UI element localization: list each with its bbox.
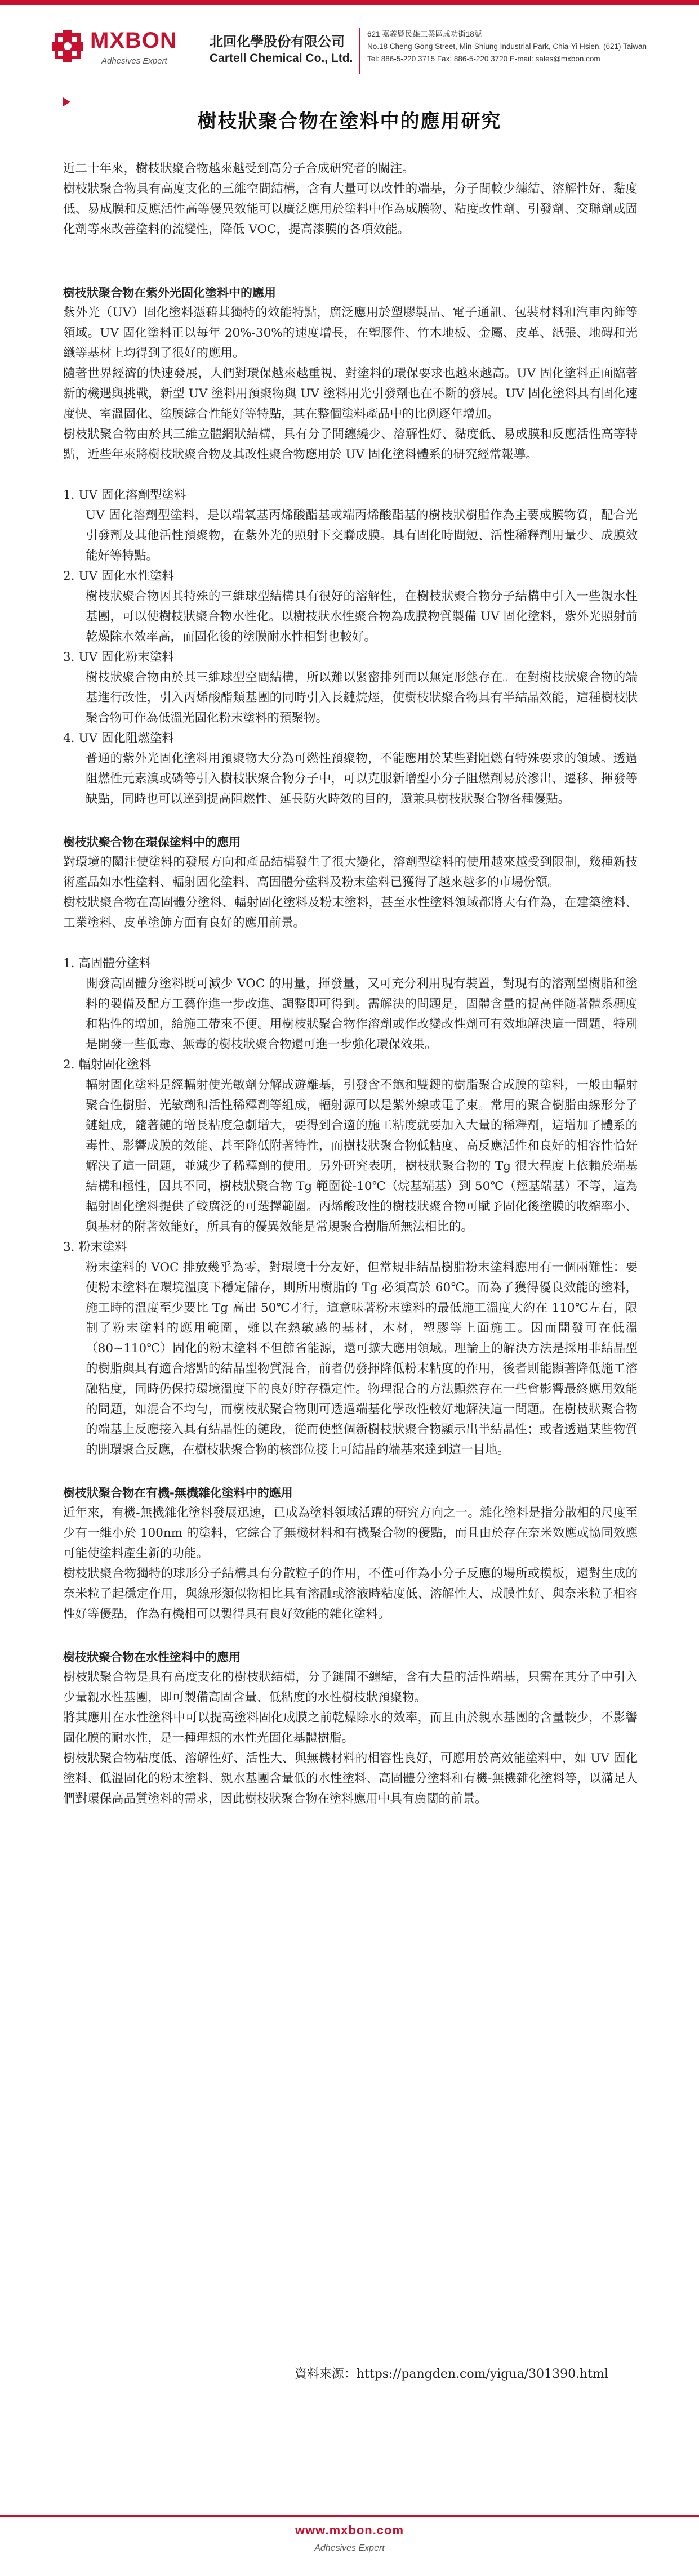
intro-paragraph: 近二十年來，樹枝狀聚合物越來越受到高分子合成研究者的關注。 <box>63 162 415 176</box>
section-heading-eco: 樹枝狀聚合物在環保塗料中的應用 <box>63 835 241 849</box>
letterhead <box>0 8 699 92</box>
list-item-heading: 3. 粉末塗料 <box>63 1240 127 1254</box>
address-chinese: 621 嘉義縣民雄工業區成功街18號 <box>367 30 482 38</box>
list-item-heading: 1. UV 固化溶劑型塗料 <box>63 488 186 502</box>
paragraph: 樹枝狀聚合物獨特的球形分子結構具有分散粒子的作用，不僅可作為小分子反應的場所或模板，還對生成的奈米粒子起穩定作用，與線形類似物相比具有溶融或溶液時粘度低、溶解性大、成膜性好、與奈米粒子相容性好等優點，作為有機相可以製得具有良好效能的雜化塗料。 <box>63 1567 638 1621</box>
paragraph: 樹枝狀聚合物在高固體分塗料、輻射固化塗料及粉末塗料，甚至水性塗料領域都將大有作為，在建築塗料、工業塗料、皮革塗飾方面有良好的應用前景。 <box>63 896 638 930</box>
contact-info: Tel: 886-5-220 3715 Fax: 886-5-220 3720 E-mail: sales@mxbon.com <box>367 55 600 63</box>
mxbon-logo-icon <box>51 29 84 63</box>
list-item-body: 開發高固體分塗料既可減少 VOC 的用量，揮發量，又可充分利用現有裝置，對現有的溶劑型樹脂和塗料的製備及配方工藝作進一步改進、調整即可得到。需解決的問題是，固體含量的提高伴隨著體系稠度和粘性的增加，給施工帶來不便。用樹枝狀聚合物作溶劑或作改變改性劑可有效地解決這一問題，特別是開發一些低毒、無毒的樹枝狀聚合物還可進一步強化環保效果。 <box>86 977 638 1052</box>
footer-tagline: Adhesives Expert <box>314 2543 385 2553</box>
section-heading-uv: 樹枝狀聚合物在紫外光固化塗料中的應用 <box>63 286 276 299</box>
top-accent-bar <box>0 0 699 5</box>
article-body <box>63 159 638 1809</box>
arrow-bullet-icon <box>63 97 70 106</box>
list-item-body: 樹枝狀聚合物因其特殊的三維球型結構具有很好的溶解性，在樹枝狀聚合物分子結構中引入一些親水性基團，可以使樹枝狀聚合物水性化。以樹枝狀水性聚合物為成膜物質製備 UV 固化塗料，紫外光照射前乾燥除水效率高，而固化後的塗膜耐水性相對也較好。 <box>86 589 638 644</box>
company-name-english: Cartell Chemical Co., Ltd. <box>210 52 353 65</box>
header-divider <box>359 28 360 74</box>
paragraph: 近年來，有機-無機雜化塗料發展迅速，已成為塗料領域活躍的研究方向之一。雜化塗料是指分散相的尺度至少有一維小於 100nm 的塗料，它綜合了無機材料和有機聚合物的優點，而且由於存在奈米效應或協同效應可能使塗料產生新的功能。 <box>63 1506 638 1560</box>
paragraph: 樹枝狀聚合物粘度低、溶解性好、活性大、與無機材料的相容性良好，可應用於高效能塗料中，如 UV 固化塗料、低溫固化的粉末塗料、親水基團含量低的水性塗料、高固體分塗料和有機-無機雜化塗料等，以滿足人們對環保高品質塗料的需求，因此樹枝狀聚合物在塗料應用中具有廣闊的前景。 <box>63 1751 638 1806</box>
logo-wordmark: MXBON <box>90 28 177 53</box>
address-english: No.18 Cheng Gong Street, Min-Shiung Industrial Park, Chia-Yi Hsien, (621) Taiwan <box>367 42 647 51</box>
company-name-chinese: 北回化學股份有限公司 <box>210 34 345 50</box>
paragraph: 樹枝狀聚合物是具有高度支化的樹枝狀結構，分子鏈間不纏結，含有大量的活性端基，只需在其分子中引入少量親水性基團，即可製備高固含量、低粘度的水性樹枝狀預聚物。 <box>63 1670 638 1705</box>
list-item-heading: 3. UV 固化粉末塗料 <box>63 650 174 664</box>
paragraph: 紫外光（UV）固化塗料憑藉其獨特的效能特點，廣泛應用於塑膠製品、電子通訊、包裝材料和汽車內飾等領域。UV 固化塗料正以每年 20%-30%的速度增長，在塑膠件、竹木地板、金屬、皮革、紙張、地磚和光纖等基材上均得到了很好的應用。 <box>63 306 638 360</box>
footer-divider <box>0 2515 699 2517</box>
company-address <box>367 28 647 65</box>
list-item-body: 輻射固化塗料是經輻射使光敏劑分解成遊離基，引發含不飽和雙鍵的樹脂聚合成膜的塗料，一般由輻射聚合性樹脂、光敏劑和活性稀釋劑等組成，輻射源可以是紫外線或電子束。常用的聚合樹脂由線形分子鏈組成，隨著鏈的增長粘度急劇增大，要得到合適的施工粘度就要加入大量的稀釋劑，這增加了體系的毒性、影響成膜的效能、甚至降低附著特性，而樹枝狀聚合物低粘度、高反應活性和良好的相容性恰好解決了這一問題，並減少了稀釋劑的使用。另外研究表明，樹枝狀聚合物的 Tg 很大程度上依賴於端基結構和極性，因其不同，樹枝狀聚合物 Tg 範圍從-10℃（烷基端基）到 50℃（羥基端基）不等，這為輻射固化塗料提供了較廣泛的可選擇範圍。丙烯酸改性的樹枝狀聚合物可賦予固化後塗膜的收縮率小、與基材的附著效能好，所具有的優異效能是常規聚合樹脂所無法相比的。 <box>86 1078 638 1234</box>
section-heading-waterborne: 樹枝狀聚合物在水性塗料中的應用 <box>63 1651 241 1664</box>
section-heading-hybrid: 樹枝狀聚合物在有機-無機雜化塗料中的應用 <box>63 1486 293 1500</box>
list-item-heading: 1. 高固體分塗料 <box>63 956 152 971</box>
intro-paragraph: 樹枝狀聚合物具有高度支化的三維空間結構，含有大量可以改性的端基，分子間較少纏結、溶解性好、黏度低、易成膜和反應活性高等優異效能可以廣泛應用於塗料中作為成膜物、粘度改性劑、引發劑、交聯劑或固化劑等來改善塗料的流變性，降低 VOC，提高漆膜的各項效能。 <box>63 182 638 236</box>
list-item-body: UV 固化溶劑型塗料，是以端氧基丙烯酸酯基或端丙烯酸酯基的樹枝狀樹脂作為主要成膜物質，配合光引發劑及其他活性預聚物，在紫外光的照射下交聯成膜。具有固化時間短、活性稀釋劑用量少、成膜效能好等特點。 <box>86 508 638 563</box>
footer-website: www.mxbon.com <box>295 2523 404 2537</box>
paragraph: 樹枝狀聚合物由於其三維立體網狀結構，具有分子間纏繞少、溶解性好、黏度低、易成膜和反應活性高等特點，近些年來將樹枝狀聚合物及其改性聚合物應用於 UV 固化塗料體系的研究經常報導。 <box>63 427 638 462</box>
paragraph: 隨著世界經濟的快速發展，人們對環保越來越重視，對塗料的環保要求也越來越高。UV 固化塗料正面臨著新的機遇與挑戰，新型 UV 塗料用預聚物與 UV 塗料用光引發劑也在不斷的發展。UV 固化塗料具有固化速度快、室溫固化、塗膜綜合性能好等特點，其在整個塗料產品中的比例逐年增加。 <box>63 366 638 421</box>
list-item-body: 樹枝狀聚合物由於其三維球型空間結構，所以難以緊密排列而以無定形態存在。在對樹枝狀聚合物的端基進行改性，引入丙烯酸酯類基團的同時引入長鏈烷烴，使樹枝狀聚合物具有半結晶效能，這種樹枝狀聚合物可作為低溫光固化粉末塗料的預聚物。 <box>86 670 638 725</box>
paragraph: 將其應用在水性塗料中可以提高塗料固化成膜之前乾燥除水的效率，而且由於親水基團的含量較少，不影響固化膜的耐水性，是一種理想的水性光固化基體樹脂。 <box>63 1711 638 1745</box>
source-citation: 資料來源：https://pangden.com/yigua/301390.html <box>294 2367 608 2381</box>
list-item-heading: 4. UV 固化阻燃塗料 <box>63 731 174 745</box>
article-title: 樹枝狀聚合物在塗料中的應用研究 <box>197 110 502 133</box>
list-item-body: 普通的紫外光固化塗料用預聚物大分為可燃性預聚物，不能應用於某些對阻燃有特殊要求的領域。透過阻燃性元素溴或磷等引入樹枝狀聚合物分子中，可以克服新增型小分子阻燃劑易於滲出、遷移、揮發等缺點，同時也可以達到提高阻燃性、延長防火時效的目的，還兼具樹枝狀聚合物各種優點。 <box>86 752 638 806</box>
list-item-heading: 2. UV 固化水性塗料 <box>63 569 174 583</box>
list-item-body: 粉末塗料的 VOC 排放幾乎為零，對環境十分友好，但常規非結晶樹脂粉末塗料應用有一個兩難性：要使粉末塗料在環境溫度下穩定儲存，則所用樹脂的 Tg 必須高於 60℃。而為了獲得優良效能的塗料，施工時的溫度至少要比 Tg 高出 50℃才行，這意味著粉末塗料的最低施工溫度大約在 110℃左右，限制了粉末塗料的應用範圍，難以在熱敏感的基材，木材，塑膠等上面施工。因而開發可在低溫（80~110℃）固化的粉末塗料不但節省能源，還可擴大應用領域。理論上的解決方法是採用非結晶型的樹脂與具有適合熔點的結晶型物質混合，前者仍發揮降低粉末粘度的作用，後者則能顯著降低施工溶融粘度，同時仍保持環境溫度下的良好貯存穩定性。物理混合的方法顯然存在一些會影響最終應用效能的問題，如混合不均勻，而樹枝狀聚合物則可透過端基化學改性較好地解決這一問題。在樹枝狀聚合物的端基上反應接入具有結晶性的鏈段，從而使整個新樹枝狀聚合物顯示出半結晶性；或者透過某些物質的開環聚合反應，在樹枝狀聚合物的核部位接上可結晶的端基來達到這一目地。 <box>86 1260 638 1457</box>
paragraph: 對環境的關注使塗料的發展方向和產品結構發生了很大變化，溶劑型塗料的使用越來越受到限制，幾種新技術產品如水性塗料、輻射固化塗料、高固體分塗料及粉末塗料已獲得了越來越多的市場份額。 <box>63 855 638 889</box>
list-item-heading: 2. 輻射固化塗料 <box>63 1058 152 1072</box>
logo-tagline: Adhesives Expert <box>101 56 167 66</box>
